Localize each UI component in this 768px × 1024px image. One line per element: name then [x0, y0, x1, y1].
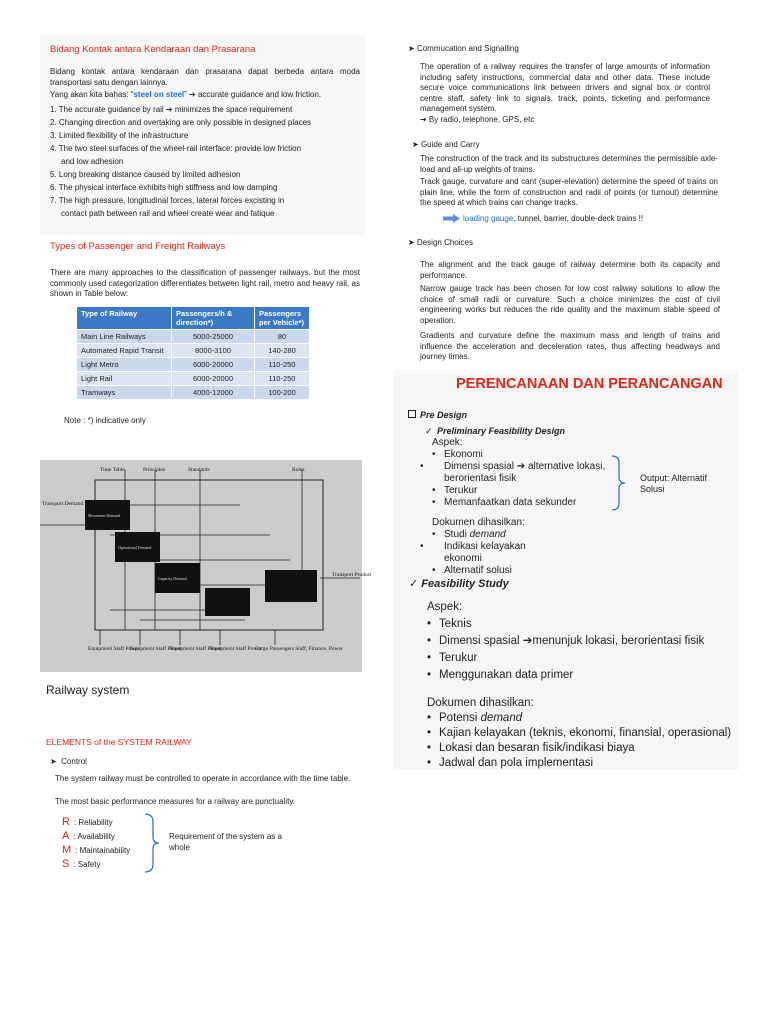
- right-arrow-icon: [443, 214, 460, 223]
- svg-text:Standards: Standards: [188, 467, 210, 473]
- guide-title: Guide and Carry: [420, 140, 480, 149]
- rams-word: : Safety: [73, 860, 101, 869]
- svg-text:Capacity Demand: Capacity Demand: [158, 576, 187, 581]
- table-header: Type of Railway: [77, 307, 172, 330]
- list-item: [427, 711, 737, 726]
- list-item: • Teknis: [427, 616, 732, 633]
- comm-title: Commucation and Signalling: [416, 44, 519, 53]
- fs-label: Feasibility Study: [421, 578, 509, 590]
- control-heading: [50, 757, 87, 768]
- svg-text:Equipment Staff Power: Equipment Staff Power: [88, 646, 140, 652]
- table-cell: 140-280: [255, 344, 310, 358]
- loading-gauge-line: [443, 214, 643, 225]
- steel-on-steel-line: [50, 90, 370, 101]
- guide-heading: [412, 140, 480, 151]
- svg-text:Operational Demand: Operational Demand: [118, 545, 152, 550]
- list-item: 4. The two steel surfaces of the wheel-rail interface: provide low friction: [50, 144, 302, 153]
- design-p1: The alignment and the track gauge of railway determine both its capacity and performance.: [420, 260, 720, 280]
- steel-on-steel-term: steel on steel: [133, 90, 185, 99]
- svg-text:Movement Demand: Movement Demand: [88, 513, 120, 518]
- design-heading: [408, 238, 473, 249]
- list-item: • Terukur: [427, 650, 732, 667]
- dok1-first-em: demand: [469, 529, 506, 540]
- railway-types-table: [76, 306, 310, 400]
- comm-heading: [408, 44, 519, 55]
- checkbox-icon: [408, 410, 416, 418]
- rams-item: [62, 826, 130, 840]
- dok2-first-pre: Potensi: [439, 712, 481, 724]
- table-cell: Light Rail: [77, 372, 172, 386]
- table-cell: 6000-20000: [172, 372, 255, 386]
- table-cell: 4000-12000: [172, 386, 255, 400]
- table-cell: 110-250: [255, 358, 310, 372]
- railway-system-diagram: [40, 460, 372, 672]
- types-intro: There are many approaches to the classification of passenger railways, but the most commonly used categorization differentiates between light rail, metro and heavy rail, as shown in Table below:: [50, 268, 360, 298]
- list-item: • Dimensi spasial ➔ alternative lokasi, berorientasi fisik: [432, 461, 617, 485]
- table-cell: Automated Rapid Transit: [77, 344, 172, 358]
- aspek1-label: Aspek:: [432, 437, 463, 448]
- output-label: Output: Alternatif Solusi: [640, 473, 708, 494]
- table-row: [77, 372, 310, 386]
- section-title-types: Types of Passenger and Freight Railways: [50, 241, 226, 252]
- list-item: • Memanfaatkan data sekunder: [432, 497, 617, 509]
- list-item: 5. Long breaking distance caused by limited adhesion: [50, 170, 241, 179]
- list-item: 2. Changing direction and overtaking are only possible in designed places: [50, 118, 312, 127]
- dok2-first-em: demand: [480, 712, 523, 724]
- table-cell: 100-200: [255, 386, 310, 400]
- loading-gauge-link: loading gauge: [463, 214, 514, 223]
- svg-text:Transport Product: Transport Product: [332, 572, 372, 578]
- rules-block: [265, 570, 317, 602]
- svg-text:Principles: Principles: [143, 467, 165, 473]
- arrow-bullet-icon: ➤: [408, 238, 415, 247]
- design-p3: Gradients and curvature define the maximum mass and length of trains and influence the acceleration and deceleration rates, thus affecting headways and journey times.: [420, 331, 720, 361]
- table-header: Passengers/h & direction*): [172, 307, 255, 330]
- list-item: and low adhesion: [61, 157, 124, 166]
- list-item: • Alternatif solusi: [432, 565, 582, 577]
- svg-text:Equipment Staff Power: Equipment Staff Power: [130, 646, 182, 652]
- dok2-label: Dokumen dihasilkan:: [427, 697, 534, 709]
- control-label: Control: [61, 757, 87, 766]
- table-cell: 110-250: [255, 372, 310, 386]
- rams-item: [62, 812, 130, 826]
- section-title-elements: ELEMENTS of the SYSTEM RAILWAY: [46, 737, 192, 747]
- table-cell: Tramways: [77, 386, 172, 400]
- rams-word: : Reliability: [73, 818, 113, 827]
- lead-pre: Yang akan kita bahas: “: [50, 90, 134, 99]
- comm-by: ➔ By radio, telephone, GPS, etc: [420, 115, 535, 124]
- dok1-first-pre: Studi: [444, 529, 470, 540]
- comm-text: The operation of a railway requires the transfer of large amounts of information including safety instructions, commercial data and other data. These include secure voice communications link between drivers and signal box or control centre staff, safety link to signals, track, points, ticketing and performance management system.: [420, 62, 710, 113]
- list-item: 7. The high pressure, longitudinal forces, lateral forces excisting in: [50, 196, 285, 205]
- table-cell: 80: [255, 330, 310, 344]
- rams-brace-icon: [143, 812, 163, 874]
- gauge-rest: , tunnel, barrier, double-deck trains !!: [513, 214, 644, 223]
- section-title-bidang-kontak: Bidang Kontak antara Kendaraan dan Prasarana: [50, 44, 256, 55]
- rams-requirement: Requirement of the system as a whole: [169, 832, 282, 852]
- table-cell: 8000-3100: [172, 344, 255, 358]
- rams-letter: R: [62, 816, 70, 828]
- svg-text:Time Table: Time Table: [100, 467, 125, 473]
- guide-text-1: The construction of the track and its substructures determines the permissible axle-load and all-up weights of trains.: [420, 154, 718, 174]
- list-item: 6. The physical interface exhibits high stiffness and low damping: [50, 183, 278, 192]
- list-item: • Lokasi dan besaran fisik/indikasi biaya: [427, 741, 737, 756]
- svg-text:Transport Demand: Transport Demand: [42, 501, 84, 507]
- output-brace-icon: [610, 454, 628, 512]
- perencanaan-title: PERENCANAAN DAN PERANCANGAN: [456, 376, 723, 392]
- rams-item: [62, 854, 130, 868]
- aspek2-label: Aspek:: [427, 601, 463, 613]
- table-cell: Light Metro: [77, 358, 172, 372]
- diagram-caption: Railway system: [46, 683, 130, 697]
- checkmark-icon: ✓: [409, 578, 419, 590]
- equipment-block: [205, 588, 250, 616]
- svg-text:Equipment Staff Power: Equipment Staff Power: [170, 646, 222, 652]
- rams-letter: S: [62, 858, 70, 870]
- rams-word: : Availability: [73, 832, 115, 841]
- dok1-list: [432, 529, 582, 577]
- rams-list: [62, 812, 130, 868]
- aspek1-list: [432, 449, 617, 509]
- table-row: [77, 344, 310, 358]
- list-item: • Ekonomi: [432, 449, 617, 461]
- steel-properties-list: [50, 103, 368, 220]
- control-text-2: The most basic performance measures for a railway are punctuality.: [55, 797, 295, 806]
- table-row: [77, 358, 310, 372]
- control-text-1: The system railway must be controlled to operate in accordance with the time table.: [55, 774, 351, 783]
- list-item: • Indikasi kelayakan ekonomi: [432, 541, 554, 565]
- table-cell: 6000-20000: [172, 358, 255, 372]
- table-row: [77, 330, 310, 344]
- arrow-bullet-icon: ➤: [50, 757, 57, 766]
- list-item: • Kajian kelayakan (teknis, ekonomi, finansial, operasional): [427, 726, 737, 741]
- list-item: • Terukur: [432, 485, 617, 497]
- bidang-kontak-intro: Bidang kontak antara kendaraan dan prasarana dapat berbeda antara moda transportasi satu dengan lainnya.: [50, 67, 360, 87]
- table-header: Passengers per Vehicle*): [255, 307, 310, 330]
- diagram-svg: [40, 460, 372, 672]
- arrow-bullet-icon: ➤: [408, 44, 415, 53]
- pre-design-label: Pre Design: [420, 410, 468, 420]
- list-item: • Dimensi spasial ➔menunjuk lokasi, berorientasi fisik: [427, 633, 732, 650]
- svg-text:Equipment Staff Power: Equipment Staff Power: [210, 646, 262, 652]
- lead-post: ” ➔ accurate guidance and low friction.: [184, 90, 322, 99]
- design-p2: Narrow gauge track has been chosen for low cost railway solutions to allow the choice of small radii or curvature. Such a choice minimizes the cost of civil engineering works but reduces the ride quality and the maximum stable speed of operation.: [420, 284, 720, 325]
- svg-text:Cargo Passengers Staff, Financ: Cargo Passengers Staff, Finance, Power: [255, 646, 343, 652]
- aspek2-list: [427, 616, 732, 684]
- table-note: Note : *) indicative only: [64, 416, 146, 425]
- dok1-label: Dokumen dihasilkan:: [432, 517, 525, 528]
- rams-letter: A: [62, 830, 70, 842]
- guide-text-2: Track gauge, curvature and cant (super-elevation) determine the speed of trains on plain line, while the form of construction and radii of points (or turnout) determine the speed at which trains can change tracks.: [420, 177, 718, 207]
- rams-item: [62, 840, 130, 854]
- table-cell: 5000-25000: [172, 330, 255, 344]
- table-cell: Main Line Railways: [77, 330, 172, 344]
- table-row: [77, 386, 310, 400]
- list-item: • Menggunakan data primer: [427, 667, 732, 684]
- arrow-bullet-icon: ➤: [412, 140, 419, 149]
- list-item: 3. Limited flexibility of the infrastructure: [50, 131, 189, 140]
- design-title: Design Choices: [416, 238, 473, 247]
- svg-text:Rules: Rules: [292, 467, 305, 473]
- rams-letter: M: [62, 844, 72, 856]
- checkmark-icon: ✓: [425, 426, 433, 436]
- dok2-list: [427, 711, 737, 771]
- list-item: [432, 529, 582, 541]
- fs-heading: [409, 577, 509, 590]
- list-item: contact path between rail and wheel create wear and fatique: [61, 209, 275, 218]
- rams-word: : Maintainability: [75, 846, 131, 855]
- pfd-label: Preliminary Feasibility Design: [437, 426, 566, 436]
- list-item: • Jadwal dan pola implementasi: [427, 756, 737, 771]
- list-item: 1. The accurate guidance by rail ➔ minimizes the space requirement: [50, 105, 293, 114]
